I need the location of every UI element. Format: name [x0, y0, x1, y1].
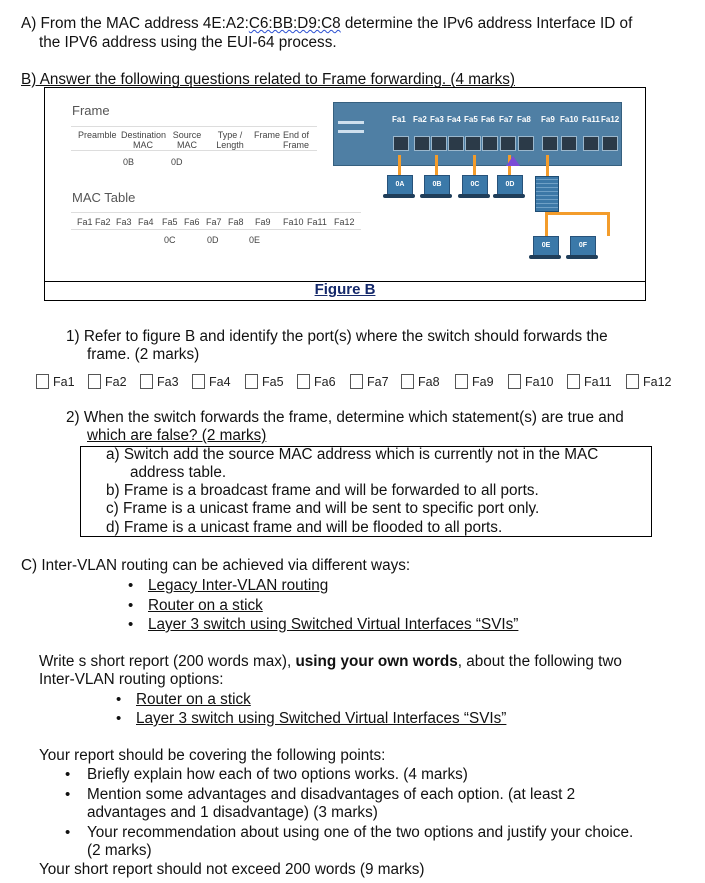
- switch-port-fa5: [465, 136, 481, 151]
- frame-header-eof: End of Frame: [283, 130, 310, 150]
- checkbox-label: Fa11: [584, 375, 612, 389]
- section-a-mac-tail: C6:BB:D9:C8: [248, 15, 341, 32]
- bullet-icon: •: [128, 597, 134, 614]
- frame-header-preamble: Preamble: [78, 130, 117, 140]
- cable-0a: [398, 155, 401, 175]
- q1-line2: frame. (2 marks): [87, 346, 200, 363]
- bullet-icon: •: [116, 710, 122, 727]
- checkbox-box[interactable]: [508, 374, 521, 389]
- checkbox-box[interactable]: [36, 374, 49, 389]
- bullet-icon: •: [65, 824, 71, 841]
- figure-caption: Figure B: [314, 281, 376, 298]
- mac-port-fa5: Fa5: [162, 217, 178, 227]
- checkbox-fa7[interactable]: [350, 373, 389, 391]
- switch-port-fa6: [482, 136, 498, 151]
- switch-port-label-fa6: Fa6: [481, 115, 495, 124]
- frame-header-source: Source MAC: [172, 130, 202, 150]
- checkbox-box[interactable]: [192, 374, 205, 389]
- way-layer3-svi: Layer 3 switch using Switched Virtual Interfaces “SVIs”: [148, 616, 519, 633]
- checkbox-fa6[interactable]: [297, 373, 336, 391]
- checkbox-label: Fa10: [525, 375, 554, 389]
- checkbox-label: Fa8: [418, 375, 440, 389]
- checkbox-label: Fa7: [367, 375, 389, 389]
- checkbox-label: Fa1: [53, 375, 75, 389]
- switch-led-bar: [338, 130, 364, 133]
- switch-port-fa10: [561, 136, 577, 151]
- switch-led-bar: [338, 121, 364, 124]
- point-2-line1: Mention some advantages and disadvantages of each option. (at least 2: [87, 786, 576, 803]
- switch-port-label-fa4: Fa4: [447, 115, 461, 124]
- switch-port-label-fa3: Fa3: [430, 115, 444, 124]
- frame-title: Frame: [72, 103, 110, 118]
- checkbox-fa8[interactable]: [401, 373, 440, 391]
- checkbox-fa1[interactable]: [36, 373, 75, 391]
- host-base: [383, 194, 415, 198]
- bullet-icon: •: [116, 691, 122, 708]
- mac-port-fa8: Fa8: [228, 217, 244, 227]
- switch-port-label-fa10: Fa10: [560, 115, 579, 124]
- checkbox-label: Fa3: [157, 375, 179, 389]
- switch-port-fa12: [602, 136, 618, 151]
- switch-port-label-fa11: Fa11: [582, 115, 600, 124]
- write-suffix: , about the following two: [457, 653, 622, 670]
- host-base: [529, 255, 561, 259]
- mac-table-mid: [71, 229, 361, 230]
- mac-port-fa1: Fa1: [77, 217, 93, 227]
- q2-line1: 2) When the switch forwards the frame, determine which statement(s) are true and: [66, 409, 624, 426]
- bullet-icon: •: [128, 577, 134, 594]
- mac-port-fa2: Fa2: [95, 217, 111, 227]
- cable-hub-right: [545, 212, 609, 215]
- bullet-icon: •: [65, 766, 71, 783]
- bullet-icon: •: [128, 616, 134, 633]
- mac-port-fa11: Fa11: [307, 217, 327, 227]
- host-base: [566, 255, 598, 259]
- write-instruction-line1: [39, 653, 622, 671]
- checkbox-box[interactable]: [245, 374, 258, 389]
- switch-port-label-fa1: Fa1: [392, 115, 406, 124]
- mac-port-fa9: Fa9: [255, 217, 271, 227]
- cable-0f: [607, 212, 610, 236]
- cover-intro: Your report should be covering the following points:: [39, 747, 386, 764]
- statement-a-line1: a) Switch add the source MAC address which is currently not in the MAC: [106, 446, 599, 463]
- switch-port-label-fa2: Fa2: [413, 115, 427, 124]
- section-b-heading: B) Answer the following questions related to Frame forwarding. (4 marks): [21, 71, 515, 88]
- switch: [333, 102, 622, 166]
- point-2-line2: advantages and 1 disadvantage) (3 marks): [87, 804, 378, 821]
- frame-value-dest: 0B: [123, 157, 135, 167]
- mac-entry-fa7: 0D: [207, 235, 219, 245]
- checkbox-box[interactable]: [455, 374, 468, 389]
- checkbox-fa3[interactable]: [140, 373, 179, 391]
- checkbox-fa2[interactable]: [88, 373, 127, 391]
- write-prefix: Write s short report (200 words max),: [39, 653, 296, 670]
- frame-header-dest: Destination MAC: [121, 130, 167, 150]
- switch-port-fa3: [431, 136, 447, 151]
- mac-port-fa7: Fa7: [206, 217, 222, 227]
- section-a-line2: the IPV6 address using the EUI-64 process.: [39, 34, 337, 51]
- statement-d: d) Frame is a unicast frame and will be flooded to all ports.: [106, 519, 503, 536]
- frame-header-frame: Frame: [254, 130, 281, 140]
- host-0c: 0C: [462, 175, 488, 195]
- way-legacy: Legacy Inter-VLAN routing: [148, 577, 329, 594]
- checkbox-label: Fa4: [209, 375, 231, 389]
- host-0a: 0A: [387, 175, 413, 195]
- host-base: [420, 194, 452, 198]
- checkbox-box[interactable]: [88, 374, 101, 389]
- checkbox-box[interactable]: [401, 374, 414, 389]
- frame-table-mid: [71, 150, 317, 151]
- point-3-line1: Your recommendation about using one of the two options and justify your choice.: [87, 824, 634, 841]
- checkbox-box[interactable]: [567, 374, 580, 389]
- host-base: [493, 194, 525, 198]
- checkbox-fa5[interactable]: [245, 373, 284, 391]
- arrow-up-icon: [506, 156, 520, 166]
- q2-line2: which are false? (2 marks): [87, 427, 267, 444]
- section-a-prefix: A) From the MAC address 4E:A2:: [21, 15, 249, 32]
- statement-a-line2: address table.: [130, 464, 227, 481]
- host-base: [458, 194, 490, 198]
- q1-line1: 1) Refer to figure B and identify the port(s) where the switch should forwards the: [66, 328, 608, 345]
- bullet-icon: •: [65, 786, 71, 803]
- host-0b: 0B: [424, 175, 450, 195]
- mac-table-title: MAC Table: [72, 190, 136, 205]
- option-layer3-svi: Layer 3 switch using Switched Virtual Interfaces “SVIs”: [136, 710, 507, 727]
- closing-note: Your short report should not exceed 200 words (9 marks): [39, 861, 425, 878]
- section-c-heading: C) Inter-VLAN routing can be achieved via different ways:: [21, 557, 411, 574]
- checkbox-fa4[interactable]: [192, 373, 231, 391]
- way-router-on-stick: Router on a stick: [148, 597, 263, 614]
- checkbox-fa9[interactable]: [455, 373, 494, 391]
- checkbox-box[interactable]: [626, 374, 639, 389]
- point-1: Briefly explain how each of two options works. (4 marks): [87, 766, 468, 783]
- checkbox-box[interactable]: [350, 374, 363, 389]
- mac-entry-fa5: 0C: [164, 235, 176, 245]
- hub: [535, 176, 559, 212]
- mac-entry-fa9: 0E: [249, 235, 261, 245]
- frame-value-source: 0D: [171, 157, 183, 167]
- switch-port-fa2: [414, 136, 430, 151]
- section-a-line1: [21, 15, 632, 33]
- checkbox-label: Fa2: [105, 375, 127, 389]
- cable-0c: [473, 155, 476, 175]
- switch-port-label-fa9: Fa9: [541, 115, 555, 124]
- host-0e: 0E: [533, 236, 559, 256]
- host-0f: 0F: [570, 236, 596, 256]
- mac-table-top: [71, 212, 361, 213]
- switch-port-fa8: [518, 136, 534, 151]
- checkbox-label: Fa5: [262, 375, 284, 389]
- switch-port-fa1: [393, 136, 409, 151]
- frame-table-top: [71, 126, 317, 127]
- mac-port-fa3: Fa3: [116, 217, 132, 227]
- switch-port-label-fa8: Fa8: [517, 115, 531, 124]
- switch-port-label-fa5: Fa5: [464, 115, 478, 124]
- statement-b: b) Frame is a broadcast frame and will be forwarded to all ports.: [106, 482, 539, 499]
- option-router-on-stick: Router on a stick: [136, 691, 251, 708]
- mac-port-fa10: Fa10: [283, 217, 304, 227]
- host-0d: 0D: [497, 175, 523, 195]
- checkbox-box[interactable]: [140, 374, 153, 389]
- mac-port-fa12: Fa12: [334, 217, 355, 227]
- checkbox-label: Fa9: [472, 375, 494, 389]
- switch-port-fa11: [583, 136, 599, 151]
- switch-port-fa7: [500, 136, 516, 151]
- mac-port-fa6: Fa6: [184, 217, 200, 227]
- cable-0b: [435, 155, 438, 175]
- section-a-suffix: determine the IPv6 address Interface ID of: [340, 15, 633, 32]
- checkbox-box[interactable]: [297, 374, 310, 389]
- switch-port-fa4: [448, 136, 464, 151]
- frame-header-type: Type / Length: [216, 130, 244, 150]
- checkbox-label: Fa6: [314, 375, 336, 389]
- switch-port-label-fa12: Fa12: [601, 115, 620, 124]
- switch-port-label-fa7: Fa7: [499, 115, 513, 124]
- write-instruction-line2: Inter-VLAN routing options:: [39, 671, 224, 688]
- mac-port-fa4: Fa4: [138, 217, 154, 227]
- checkbox-fa11[interactable]: [567, 373, 612, 391]
- point-3-line2: (2 marks): [87, 842, 152, 859]
- write-bold: using your own words: [295, 653, 458, 670]
- checkbox-label: Fa12: [643, 375, 672, 389]
- switch-port-fa9: [542, 136, 558, 151]
- statement-c: c) Frame is a unicast frame and will be sent to specific port only.: [106, 500, 540, 517]
- checkbox-fa12[interactable]: [626, 373, 672, 391]
- checkbox-fa10[interactable]: [508, 373, 554, 391]
- cable-hub: [546, 155, 549, 177]
